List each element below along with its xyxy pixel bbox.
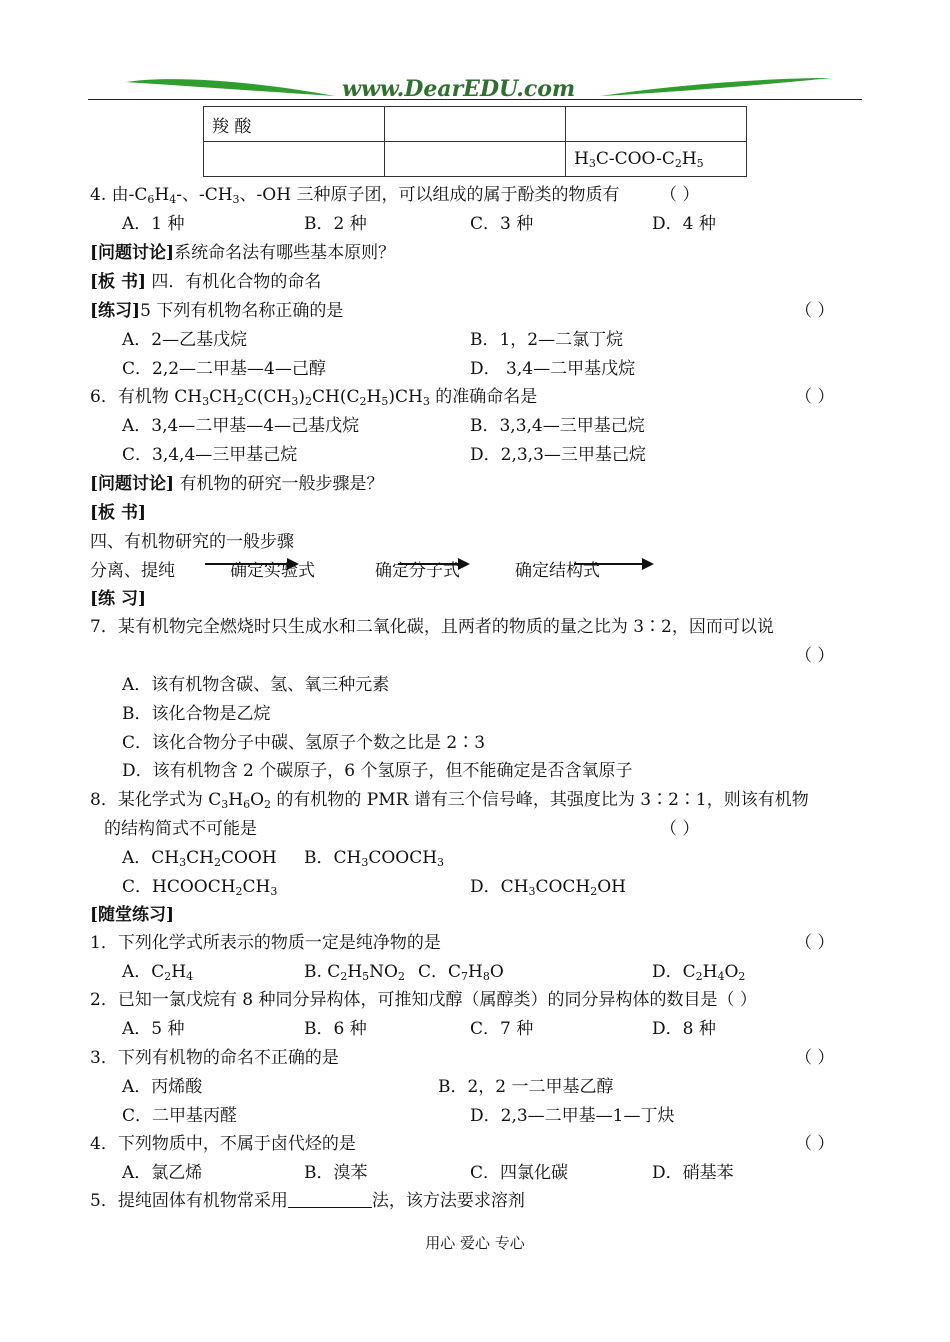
- option-a: A．$CH_3CH_2COOH$: [122, 848, 277, 869]
- question-6-stem: 6．有机物 $CH_3CH_2C(CH_3)_2CH(C_2H_5)CH_3$ 的准确命名是: [90, 387, 538, 408]
- option-b: B．3,3,4—三甲基己烷: [470, 416, 645, 436]
- option-a: A．3,4—二甲基—4—己基戊烷: [122, 416, 360, 436]
- option-b: B．该化合物是乙烷: [122, 704, 271, 724]
- section-label: [练习]: [90, 301, 141, 321]
- option-a: A．5 种: [122, 1019, 185, 1039]
- option-d: D．该有机物含 2 个碳原子，6 个氢原子，但不能确定是否含氧原子: [122, 761, 633, 781]
- option-c: C．$C_7H_8O$: [418, 962, 504, 983]
- option-b: B．6 种: [304, 1019, 367, 1039]
- section-label: [问题讨论]: [90, 474, 175, 494]
- option-b: B．溴苯: [304, 1163, 368, 1183]
- option-d: D．2,3,3—三甲基己烷: [470, 445, 646, 465]
- table-cell: [204, 142, 385, 177]
- option-d: D．$C_2H_4O_2$: [652, 962, 746, 983]
- board-1: [90, 271, 321, 293]
- table-row: [204, 142, 747, 177]
- practice-5-stem: [90, 1190, 525, 1212]
- board-text: 四．有机化合物的命名: [146, 272, 322, 292]
- option-b: B．1，2—二氯丁烷: [470, 330, 624, 350]
- practice-1-stem: 1．下列化学式所表示的物质一定是纯净物的是: [90, 933, 441, 953]
- discussion-text: 有机物的研究一般步骤是？: [174, 474, 384, 494]
- answer-bracket: （ ）: [795, 933, 835, 953]
- site-logo-text: www.DearEDU.com: [342, 76, 576, 102]
- option-a: A．1 种: [122, 214, 185, 234]
- practice-2-stem: 2．已知一氯戊烷有 8 种同分异构体，可推知戊醇（属醇类）的同分异构体的数目是（ ）: [90, 990, 757, 1010]
- practice-4-stem: 4．下列物质中，不属于卤代烃的是: [90, 1134, 356, 1154]
- header-rule: [88, 99, 862, 100]
- discussion-2: [90, 473, 384, 495]
- question-7-stem: 7．某有机物完全燃烧时只生成水和二氧化碳，且两者的物质的量之比为 3∶2，因而可以说: [90, 617, 774, 637]
- practice-3-stem: 3．下列有机物的命名不正确的是: [90, 1048, 339, 1068]
- answer-bracket: （ ）: [660, 185, 700, 205]
- answer-bracket: （ ）: [795, 387, 835, 407]
- site-banner: [120, 70, 840, 106]
- answer-bracket: （ ）: [795, 646, 835, 666]
- table-cell: [566, 107, 747, 142]
- answer-bracket: （ ）: [660, 819, 700, 839]
- option-c: C．二甲基丙醛: [122, 1106, 238, 1126]
- answer-bracket: （ ）: [795, 1048, 835, 1068]
- option-b: B．2 种: [304, 214, 367, 234]
- arrow-icon: [574, 563, 652, 565]
- table-cell: [385, 107, 566, 142]
- arrow-icon: [398, 563, 468, 565]
- question-5-stem: [90, 300, 343, 322]
- option-a: A．2—乙基戊烷: [122, 330, 248, 350]
- practice-label: [练 习]: [90, 589, 147, 609]
- fill-blank[interactable]: [288, 1191, 372, 1208]
- option-d: D．硝基苯: [652, 1163, 734, 1183]
- option-c: C．3,4,4—三甲基己烷: [122, 445, 298, 465]
- quiz-label: [随堂练习]: [90, 905, 175, 925]
- option-b: B．2，2 一二甲基乙醇: [438, 1077, 614, 1097]
- option-a: A．该有机物含碳、氢、氧三种元素: [122, 675, 390, 695]
- swoosh-left: [126, 79, 335, 96]
- option-a: A．氯乙烯: [122, 1163, 203, 1183]
- table-cell: $H_3C-COO-C_2H_5$: [566, 142, 747, 177]
- section-label: [问题讨论]: [90, 243, 175, 263]
- option-d: D． 3,4—二甲基戊烷: [470, 359, 636, 379]
- option-a: A．$C_2H_4$: [122, 962, 194, 983]
- step-3: 确定分子式: [375, 561, 460, 581]
- page-footer: 用心 爱心 专心: [425, 1234, 525, 1252]
- board-2: [板 书]: [90, 503, 147, 523]
- table-row: [204, 107, 747, 142]
- option-c: C．2,2—二甲基—4—己醇: [122, 359, 326, 379]
- section-label: [板 书]: [90, 272, 147, 292]
- step-1: 分离、提纯: [90, 561, 175, 581]
- step-4: 确定结构式: [515, 561, 600, 581]
- discussion-1: [90, 242, 395, 264]
- question-text: 法，该方法要求溶剂: [371, 1191, 525, 1211]
- steps-title: 四、有机物研究的一般步骤: [90, 532, 294, 552]
- question-8-stem: 8．某化学式为 $C_3H_6O_2$ 的有机物的 PMR 谱有三个信号峰，其强度比为 3∶2∶1，则该有机物: [90, 790, 809, 811]
- option-d: D．$CH_3COCH_2OH$: [470, 877, 627, 898]
- option-b: B. $C_2H_5NO_2$: [304, 962, 405, 983]
- option-d: D．4 种: [652, 214, 716, 234]
- option-d: D．2,3—二甲基—1—丁炔: [470, 1106, 675, 1126]
- option-c: C．3 种: [470, 214, 534, 234]
- option-c: C．四氯化碳: [470, 1163, 569, 1183]
- option-c: C．$HCOOCH_2CH_3$: [122, 877, 278, 898]
- answer-bracket: （ ）: [795, 1134, 835, 1154]
- compound-table: [203, 106, 747, 177]
- swoosh-right: [600, 78, 832, 96]
- table-cell: [204, 107, 385, 142]
- option-b: B．$CH_3COOCH_3$: [304, 848, 445, 869]
- option-a: A．丙烯酸: [122, 1077, 203, 1097]
- table-cell: [385, 142, 566, 177]
- option-c: C．该化合物分子中碳、氢原子个数之比是 2∶3: [122, 733, 486, 753]
- question-4-stem: 4. 由$-C_6H_4-$、$-CH_3$、-OH 三种原子团，可以组成的属于酚类的物质有: [90, 185, 620, 206]
- option-d: D．8 种: [652, 1019, 716, 1039]
- option-c: C．7 种: [470, 1019, 534, 1039]
- step-2: 确定实验式: [230, 561, 315, 581]
- discussion-text: 系统命名法有哪些基本原则？: [174, 243, 396, 263]
- answer-bracket: （ ）: [795, 301, 835, 321]
- table-cell-text: 羧 酸: [212, 116, 252, 137]
- question-text: 5 下列有机物名称正确的是: [140, 301, 344, 321]
- question-8-stem-cont: 的结构简式不可能是: [104, 819, 257, 839]
- question-text: 5．提纯固体有机物常采用: [90, 1191, 288, 1211]
- arrow-icon: [205, 563, 297, 565]
